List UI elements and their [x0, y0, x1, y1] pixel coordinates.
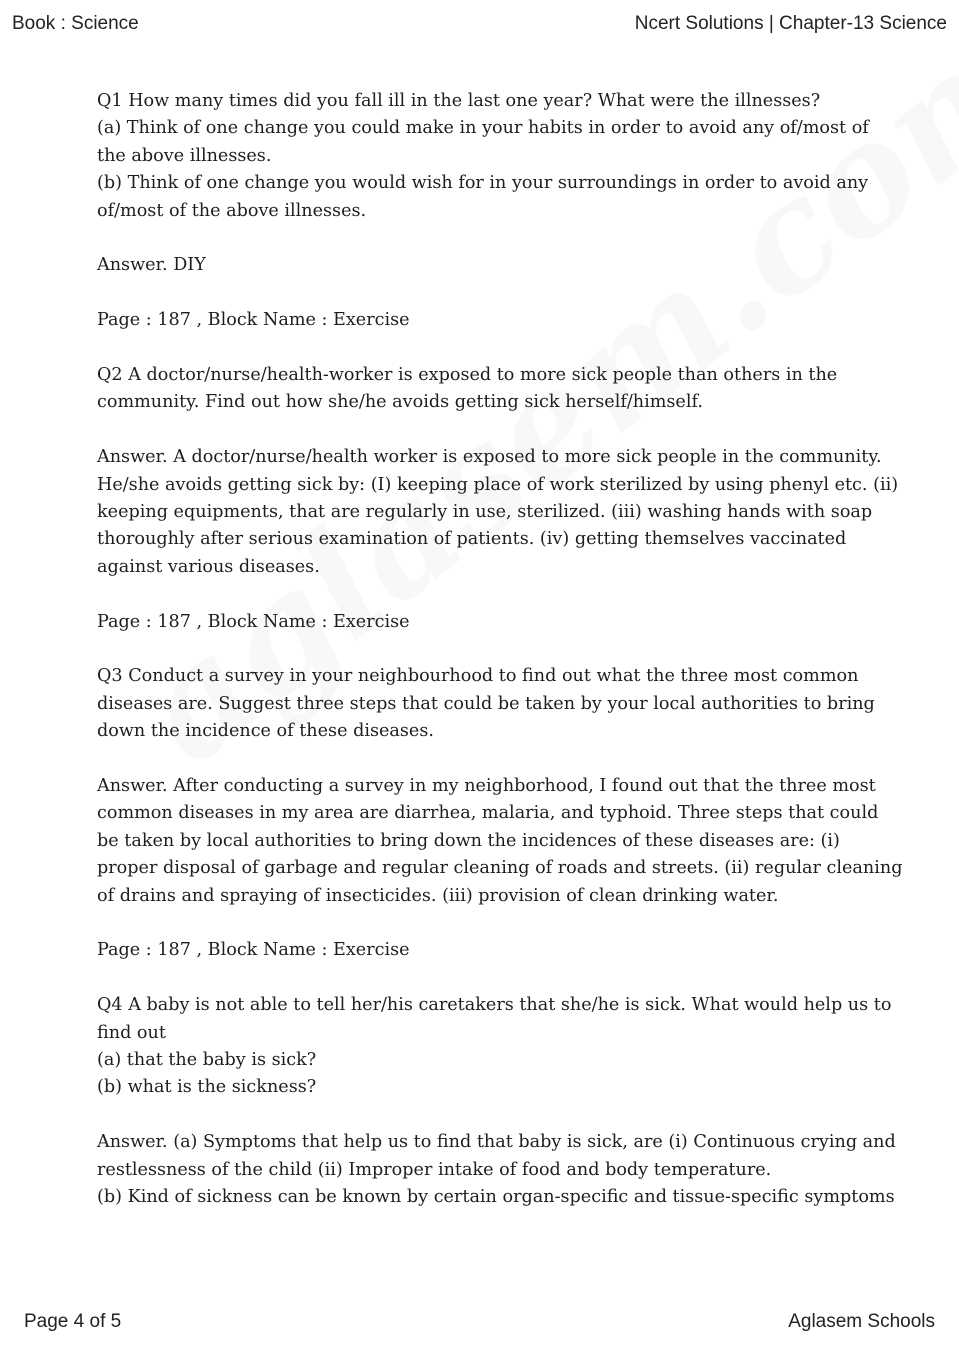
text-line: the above illnesses. — [97, 145, 272, 166]
text-line: of/most of the above illnesses. — [97, 200, 367, 221]
text-line: thoroughly after serious examination of patients. (iv) getting themselves vaccinated — [97, 529, 847, 550]
page-ref-3-paragraph — [97, 937, 867, 964]
text-line: Answer. After conducting a survey in my neighborhood, I found out that the three most — [97, 776, 876, 797]
text-line: proper disposal of garbage and regular cleaning of roads and streets. (ii) regular cleaning — [97, 858, 903, 879]
text-line: Q2 A doctor/nurse/health-worker is exposed to more sick people than others in the — [97, 365, 838, 386]
q2-paragraph — [97, 362, 867, 417]
a2-paragraph — [97, 444, 899, 581]
a1-paragraph — [97, 252, 867, 279]
text-line: Page : 187 , Block Name : Exercise — [97, 611, 410, 632]
text-line: community. Find out how she/he avoids getting sick herself/himself. — [97, 392, 703, 413]
page-ref-2-paragraph — [97, 609, 867, 636]
text-line: Q1 How many times did you fall ill in the last one year? What were the illnesses? — [97, 91, 821, 111]
text-line: diseases are. Suggest three steps that could be taken by your local authorities to bring — [97, 693, 875, 714]
text-line: against various diseases. — [97, 556, 320, 577]
text-line: Q3 Conduct a survey in your neighbourhood to find out what the three most common — [97, 666, 859, 687]
a4-paragraph — [97, 1129, 896, 1211]
header-chapter-title: Ncert Solutions | Chapter-13 Science — [634, 13, 947, 34]
document-body — [97, 88, 903, 1239]
text-line: Answer. DIY — [97, 255, 206, 276]
text-line: Answer. A doctor/nurse/health worker is exposed to more sick people in the community. — [97, 447, 882, 468]
q3-paragraph — [97, 663, 875, 745]
q1-paragraph — [97, 88, 867, 225]
q4-paragraph — [97, 992, 892, 1102]
a3-paragraph — [97, 773, 903, 910]
text-line: common diseases in my area are diarrhea, malaria, and typhoid. Three steps that could — [97, 803, 879, 824]
text-line: be taken by local authorities to bring down the incidences of these diseases are: (i) — [97, 830, 840, 851]
text-line: keeping equipments, that are regularly in use, sterilized. (iii) washing hands with soap — [97, 502, 873, 523]
footer-publisher: Aglasem Schools — [788, 1311, 935, 1332]
text-line: (a) that the baby is sick? — [97, 1050, 317, 1071]
text-line: (b) Kind of sickness can be known by certain organ-specific and tissue-specific symptoms — [97, 1187, 895, 1208]
text-line: Answer. (a) Symptoms that help us to find that baby is sick, are (i) Continuous crying and — [97, 1132, 896, 1153]
text-line: find out — [97, 1022, 166, 1043]
text-line: of drains and spraying of insecticides. (iii) provision of clean drinking water. — [97, 885, 779, 906]
text-line: (a) Think of one change you could make in your habits in order to avoid any of/most of — [97, 118, 869, 139]
text-line: (b) what is the sickness? — [97, 1077, 317, 1098]
text-line: Page : 187 , Block Name : Exercise — [97, 940, 410, 961]
text-line: He/she avoids getting sick by: (I) keeping place of work sterilized by using phenyl etc. (ii) — [97, 474, 899, 495]
text-line: Page : 187 , Block Name : Exercise — [97, 310, 410, 331]
text-line: restlessness of the child (ii) Improper intake of food and body temperature. — [97, 1159, 772, 1180]
page-ref-1-paragraph — [97, 307, 867, 334]
text-line: (b) Think of one change you would wish for in your surroundings in order to avoid any — [97, 173, 869, 194]
footer-page-number: Page 4 of 5 — [24, 1311, 122, 1332]
text-line: Q4 A baby is not able to tell her/his caretakers that she/he is sick. What would help us to — [97, 995, 892, 1016]
header-book-title: Book : Science — [12, 13, 139, 34]
text-line: down the incidence of these diseases. — [97, 721, 434, 742]
